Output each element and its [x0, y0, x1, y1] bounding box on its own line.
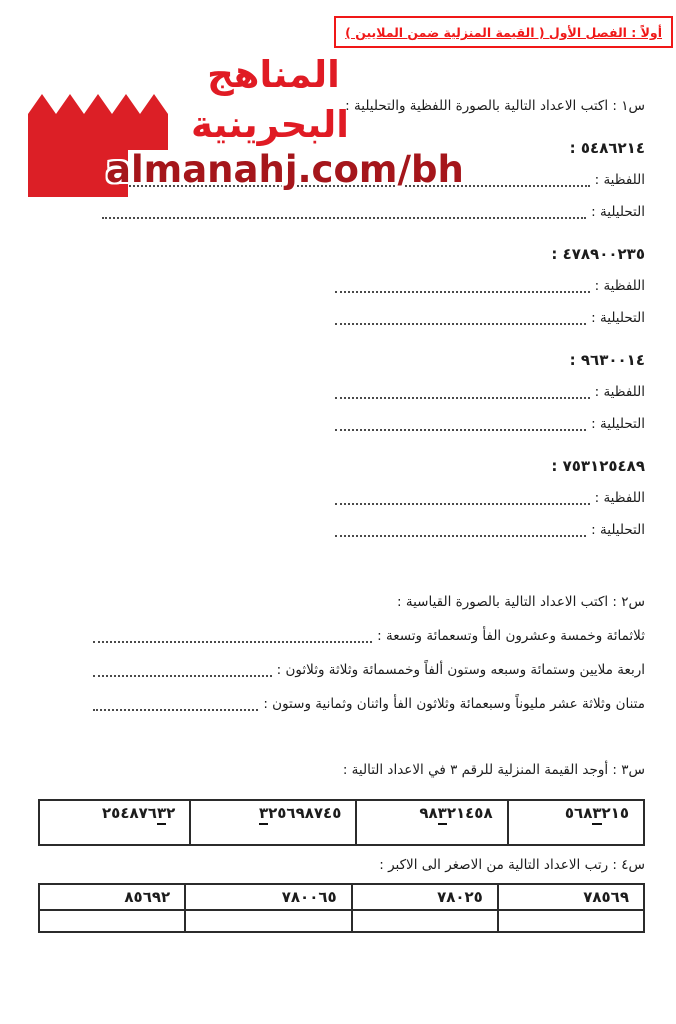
- verbal-label: اللفظية :: [594, 490, 645, 506]
- q2-item-3: [93, 693, 645, 715]
- q2-item-text: متنان وثلاثة عشر مليوناً وسبعمائة وثلاثون الفأ واثنان وثمانية وستون :: [263, 696, 645, 712]
- digits: ٢٥٤٨٧٦: [102, 804, 157, 822]
- underlined-digit: ٣: [592, 804, 601, 825]
- q1-analytic-row: [335, 519, 645, 541]
- dotted-blank: [93, 663, 272, 677]
- q2-item-1: [93, 625, 645, 647]
- q3-cell-3: [190, 800, 356, 845]
- q4-number-row: [39, 884, 644, 910]
- verbal-label: اللفظية :: [594, 384, 645, 400]
- chapter-title-box: [334, 16, 673, 48]
- q1-number-4: ٧٥٣١٢٥٤٨٩ :: [551, 457, 645, 475]
- logo-name-line1: المناهج: [207, 53, 340, 96]
- q3-cell-4: [39, 800, 190, 845]
- dotted-blank: [335, 311, 586, 325]
- question-2: [38, 591, 645, 715]
- digits: ٩٨: [419, 804, 438, 822]
- dotted-blank: [335, 523, 586, 537]
- dotted-blank: [335, 491, 590, 505]
- q2-item-text: اربعة ملايين وستمائة وسبعه وستون ألفاً وخمسمائة وثلاثة وثلاثون :: [276, 662, 645, 678]
- q1-block-2: [38, 243, 645, 329]
- logo-name-line2: البحرينية: [191, 103, 349, 146]
- logo-site-url: almanahj.com/bh: [106, 148, 464, 191]
- underlined-digit: ٣: [157, 804, 166, 825]
- dotted-blank: [102, 205, 586, 219]
- q1-verbal-row: [335, 487, 645, 509]
- q1-number-3: ٩٦٣٠٠١٤ :: [569, 351, 645, 369]
- q1-analytic-row: [102, 201, 645, 223]
- q4-cell-3: ٧٨٠٠٦٥: [185, 884, 352, 910]
- analytic-label: التحليلية :: [591, 204, 645, 220]
- q1-block-4: [38, 455, 645, 541]
- q4-cell-1: ٧٨٥٦٩: [498, 884, 644, 910]
- q1-verbal-row: [335, 381, 645, 403]
- question-4: [38, 854, 645, 933]
- question-1-heading: س١ : اكتب الاعداد التالية بالصورة اللفظية والتحليلية :: [345, 98, 645, 114]
- digits: ٢١٤٥٨: [446, 804, 493, 822]
- digits: ٥٦٨: [564, 804, 593, 822]
- q4-answer-cell: [352, 910, 498, 932]
- q1-verbal-row: [335, 275, 645, 297]
- chapter-title: أولاً : الفصل الأول ( القيمة المنزلية ضمن الملايين ): [345, 25, 662, 40]
- q3-cell-2: [356, 800, 507, 845]
- verbal-label: اللفظية :: [594, 278, 645, 294]
- verbal-label: اللفظية :: [594, 172, 645, 188]
- q3-cell-1: [508, 800, 644, 845]
- digits: ٢١٥: [601, 804, 629, 822]
- q4-answer-cell: [498, 910, 644, 932]
- dotted-blank: [335, 279, 590, 293]
- q4-table: [38, 883, 645, 933]
- q1-analytic-row: [335, 307, 645, 329]
- q4-cell-4: ٨٥٦٩٢: [39, 884, 185, 910]
- q2-item-2: [93, 659, 645, 681]
- dotted-blank: [93, 697, 258, 711]
- q1-analytic-row: [335, 413, 645, 435]
- dotted-blank: [335, 385, 590, 399]
- q3-table: [38, 799, 645, 846]
- question-4-heading: س٤ : رتب الاعداد التالية من الاصغر الى الاكبر :: [379, 857, 645, 873]
- underlined-digit: ٣: [438, 804, 447, 825]
- underlined-digit: ٣: [259, 804, 268, 825]
- question-2-heading: س٢ : اكتب الاعداد التالية بالصورة القياسية :: [397, 594, 645, 610]
- q1-number-1: ٥٤٨٦٢١٤ :: [569, 139, 645, 157]
- q4-cell-2: ٧٨٠٢٥: [352, 884, 498, 910]
- digits: ٢: [166, 804, 176, 822]
- question-3: [38, 759, 645, 846]
- q4-answer-cell: [39, 910, 185, 932]
- q4-answer-cell: [185, 910, 352, 932]
- q3-number-row: [39, 800, 644, 845]
- analytic-label: التحليلية :: [591, 310, 645, 326]
- analytic-label: التحليلية :: [591, 522, 645, 538]
- q1-block-3: [38, 349, 645, 435]
- q2-item-text: ثلاثمائة وخمسة وعشرون الفأ وتسعمائة وتسعة :: [377, 628, 645, 644]
- digits: ٢٥٦٩٨٧٤٥: [268, 804, 342, 822]
- dotted-blank: [93, 629, 372, 643]
- analytic-label: التحليلية :: [591, 416, 645, 432]
- question-3-heading: س٣ : أوجد القيمة المنزلية للرقم ٣ في الاعداد التالية :: [342, 762, 645, 778]
- q4-answer-row: [39, 910, 644, 932]
- dotted-blank: [335, 417, 586, 431]
- q1-number-2: ٤٧٨٩٠٠٢٣٥ :: [551, 245, 645, 263]
